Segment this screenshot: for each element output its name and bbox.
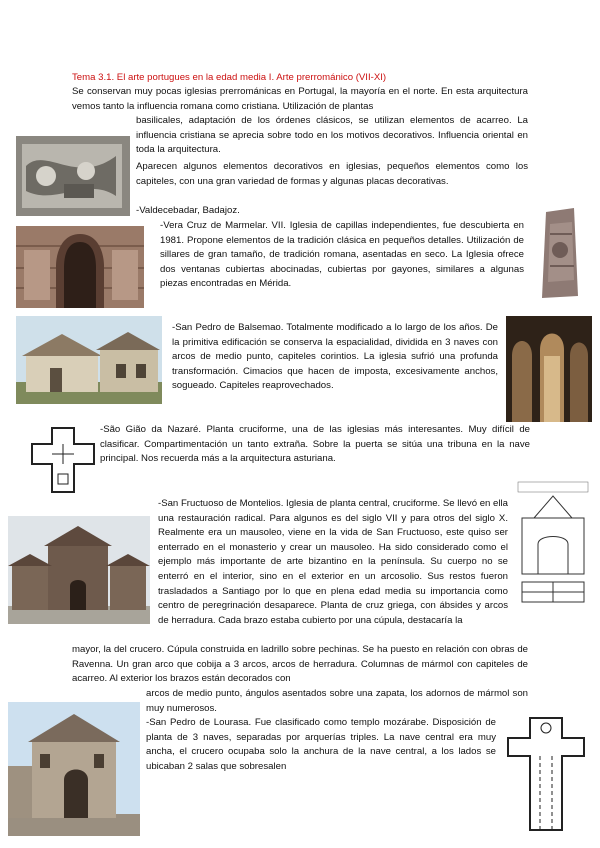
fructuoso-text-cont: mayor, la del crucero. Cúpula construida en ladrillo sobre pechinas. Se ha puesto en relación con obras de Ravenna. Un gran arco que cobija a 3 arcos, arcos de herradura. Columnas de mármol con capiteles de acarreo. Al exterior los brazos están decorados con (72, 644, 528, 685)
balsemao-text: -San Pedro de Balsemao. Totalmente modificado a lo largo de los años. De la primitiva edificación se conserva la espacialidad, dividida en 3 naves con arcos de medio punto, capiteles corintios. La iglesia sufrió una profunda transformación. Cimacios que hacen de imposta, excesivamente anchos, sogueado. Capiteles reaprovechados. (172, 322, 498, 392)
giao-floor-plan (28, 424, 98, 496)
fructuoso-text: -San Fructuoso de Montelios. Iglesia de planta central, cruciforme. Se llevó en ella una restauración radical. Para algunos es del siglo VII y para otros del siglo X. Realmente era un mausoleo, viene en la vida de San Fructuoso, este quiso ser enterrado en el monasterio y crear un mausoleo. Ha sido considerado como el ejemplo más importante de arte bizantino en la península. Su cuerpo no se enterró en el interior, sino en el exterior en un arcosolio. Sus restos fueron trasladados a Santiago por lo que en plena edad media su importancia como centro de peregrinación desaparece. Planta de cruz griega, con ábsides y arcos de herradura. Cada brazo estaba cubierto por una cúpula, destacaría la (158, 498, 508, 626)
intro-text: Se conservan muy pocas iglesias prerrománicas en Portugal, la mayoría en el norte. En esta arquitectura vemos tanto la influencia romana como cristiana. Utilización de plantas (72, 86, 528, 112)
valdecebadar-text: -Valdecebadar, Badajoz. (136, 205, 240, 216)
vera-cruz-text: -Vera Cruz de Marmelar. VII. Iglesia de capillas independientes, fue descubierta en 1981. Propone elementos de la tradición clásica en pequeños detalles. Utilización de sillares de gran tamaño, de tradición romana, asentadas en seco. La Iglesia ofrece dos ventanas cubiertas abocinadas, cubiertas por gayones, similares a algunas piezas encontradas en Mérida. (160, 220, 524, 290)
balsemao-exterior-photo (16, 316, 162, 404)
intro-text-cont: basilicales, adaptación de los órdenes clásicos, se utilizan elementos de acarreo. La influencia cristiana se aprecia sobre todo en los motivos decorativos. Influencia oriental en toda la arquitectura. (136, 115, 528, 156)
fructuoso-section-drawing (514, 478, 592, 606)
fructuoso-text-end: arcos de medio punto, ángulos asentados sobre una zapata, los adornos de mármol son muy numerosos. (146, 688, 528, 714)
page-title: Tema 3.1. El arte portugues en la edad media I. Arte prerrománico (VII-XI) (72, 72, 387, 83)
intro-text-decor: Aparecen algunos elementos decorativos en iglesias, pequeños elementos como los capiteles, con una gran variedad de formas y algunas placas decorativas. (136, 161, 528, 187)
lourosa-floor-plan (500, 712, 592, 836)
lourosa-exterior-photo (8, 702, 140, 836)
lourosa-text: -San Pedro de Lourasa. Fue clasificado como templo mozárabe. Disposición de planta de 3 naves, separadas por arquerías triples. La nave central era muy ancha, el crucero ocupaba solo la anchura de la nave central, a los lados se ubicaban 2 salas que sobresalen (146, 717, 496, 772)
vera-cruz-capital-photo (532, 200, 588, 304)
fructuoso-exterior-photo (8, 516, 150, 624)
balsemao-interior-photo (506, 316, 592, 422)
valdecebadar-photo (16, 136, 130, 216)
vera-cruz-photo (16, 226, 144, 308)
giao-text: -São Gião da Nazaré. Planta cruciforme, una de las iglesias más interesantes. Muy difícil de clasificar. Compartimentación un tanto extraña. Sobre la puerta se sitúa una tribuna en la nave principal. Nos recuerda más a la arquitectura asturiana. (100, 424, 530, 465)
